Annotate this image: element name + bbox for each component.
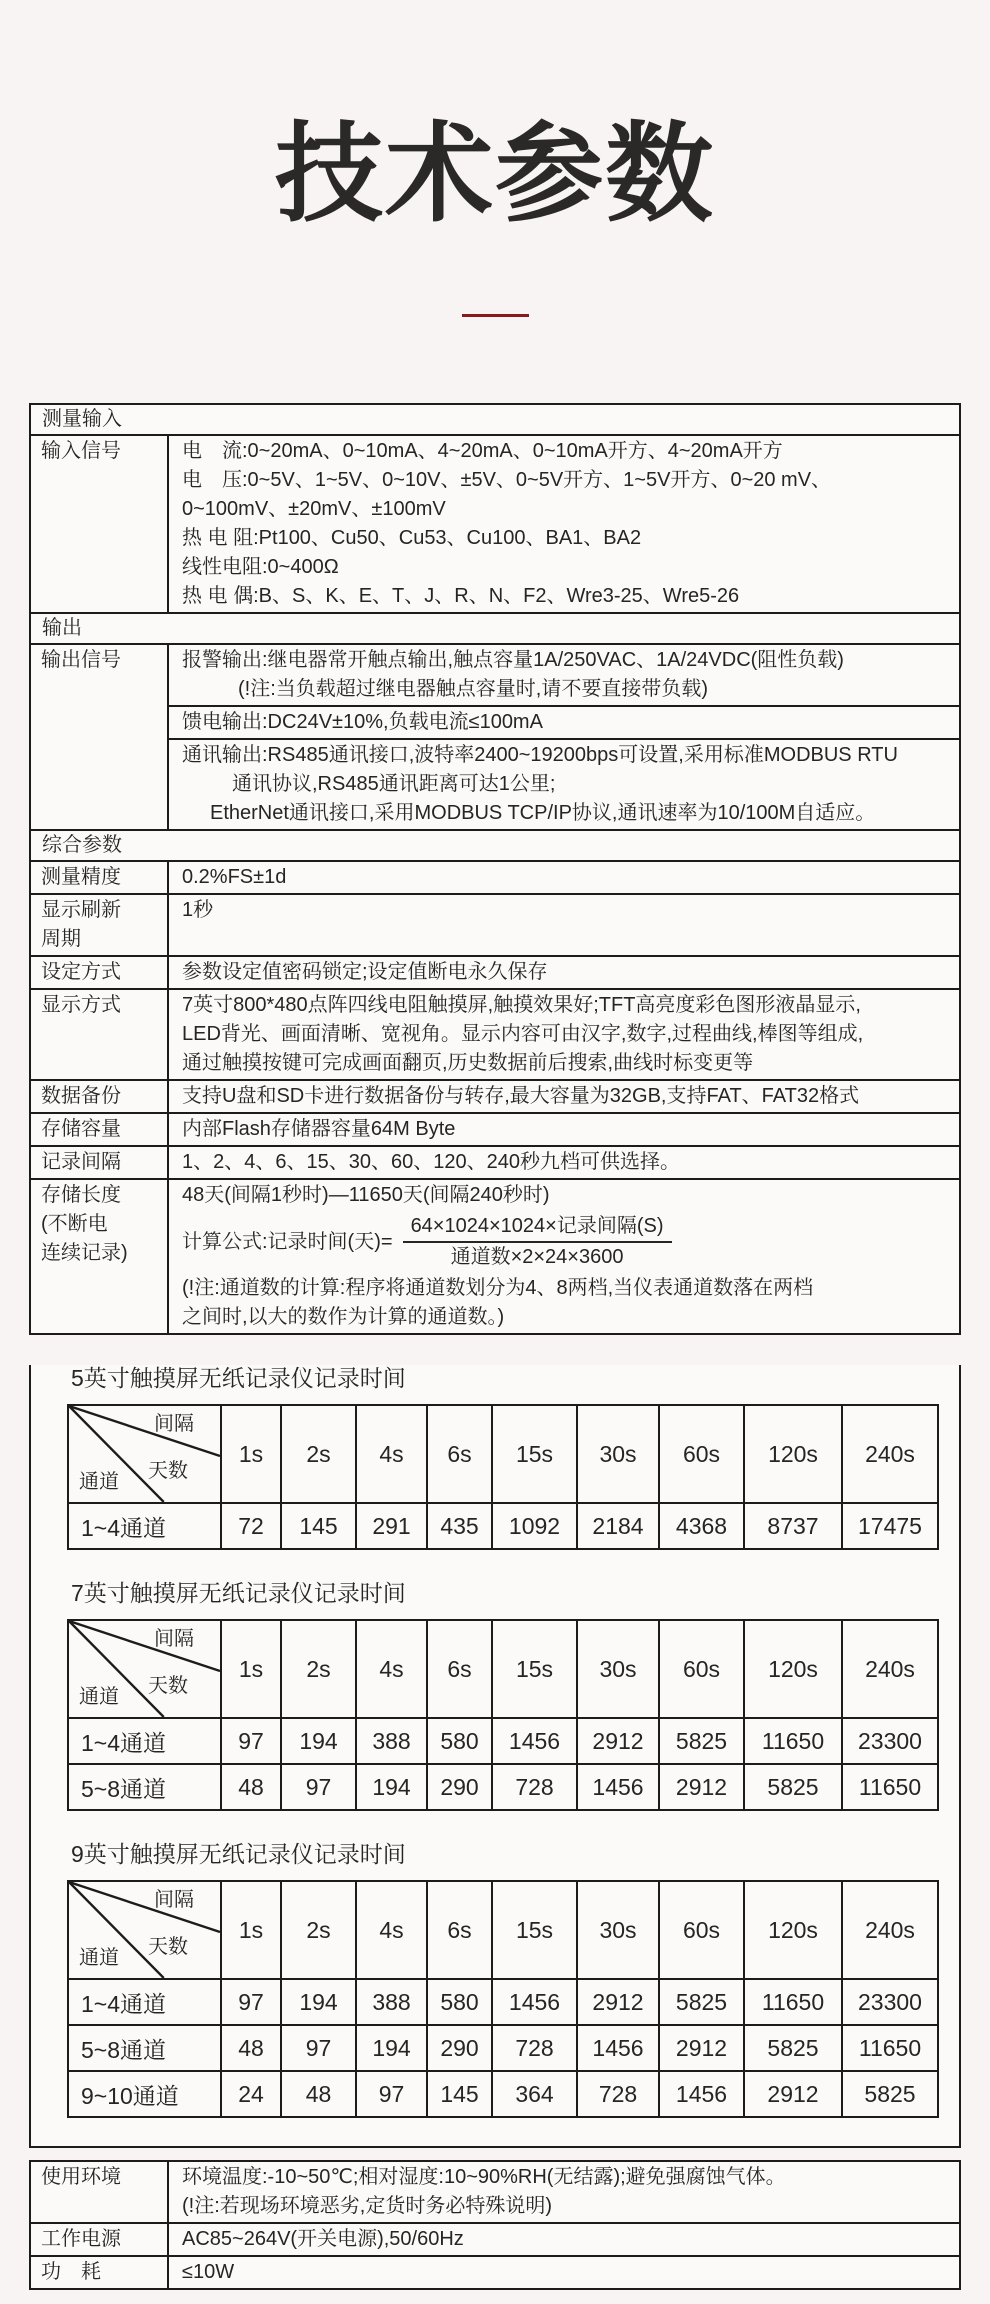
interval-header-cell: 120s [744,1881,842,1979]
spec-row-accuracy [31,862,959,895]
days-value-cell: 48 [221,2025,281,2071]
interval-header-cell: 240s [842,1620,938,1718]
row-content: ≤10W [182,2261,235,2284]
corner-label-days: 天数 [148,1936,188,1959]
storage-formula [182,1212,946,1272]
interval-header-cell: 1s [221,1881,281,1979]
subrow-feed-output [169,707,959,740]
row-label: 使用环境 [31,2162,169,2222]
row-content [169,2162,959,2222]
spec-row-setting-mode [31,957,959,990]
days-value-cell: 728 [492,2025,577,2071]
days-value-cell: 194 [281,1979,356,2025]
days-value-cell: 11650 [842,2025,938,2071]
record-table-title: 9英寸触摸屏无纸记录仪记录时间 [71,1841,406,1868]
content-line: (!注:若现场环境恶劣,定货时务必特殊说明) [182,2195,552,2218]
content-line: 馈电输出:DC24V±10%,负载电流≤100mA [182,711,543,734]
record-table-title: 5英寸触摸屏无纸记录仪记录时间 [71,1365,406,1392]
corner-label-channel: 通道 [79,1471,119,1494]
spec-row-working-power [31,2224,959,2257]
spec-row-input-signal [31,436,959,614]
interval-header-cell: 6s [427,1405,492,1503]
row-content: AC85~264V(开关电源),50/60Hz [182,2228,464,2251]
days-value-cell: 290 [427,2025,492,2071]
days-value-cell: 580 [427,1979,492,2025]
label-line: 连续记录) [41,1242,128,1265]
corner-label-days: 天数 [148,1460,188,1483]
days-value-cell: 23300 [842,1718,938,1764]
content-line: 通过触摸按键可完成画面翻页,历史数据前后搜索,曲线时标变更等 [182,1052,754,1075]
interval-header-cell: 60s [659,1405,744,1503]
channel-range-cell: 1~4通道 [68,1503,221,1549]
record-table-row [68,2071,938,2117]
days-value-cell: 97 [221,1718,281,1764]
row-label: 设定方式 [31,957,169,988]
record-table-row [68,2025,938,2071]
days-value-cell: 291 [356,1503,427,1549]
content-line: 通讯协议,RS485通讯距离可达1公里; [232,773,556,796]
content-line: 电 流:0~20mA、0~10mA、4~20mA、0~10mA开方、4~20mA开方 [182,440,783,463]
days-value-cell: 2912 [744,2071,842,2117]
title-divider-line [462,314,529,317]
spec-row-environment [31,2162,959,2224]
row-content: 0.2%FS±1d [182,866,287,889]
record-table-block [31,1841,959,2118]
content-line: 0~100mV、±20mV、±100mV [182,498,446,521]
interval-header-cell: 30s [577,1881,659,1979]
subrow-comm-output [169,740,959,829]
label-line: 存储长度 [41,1184,121,1207]
content-line: 电 压:0~5V、1~5V、0~10V、±5V、0~5V开方、1~5V开方、0~20 mV、 [182,469,832,492]
content-line: 通讯输出:RS485通讯接口,波特率2400~19200bps可设置,采用标准MODBUS RTU [182,744,898,767]
content-line: 热 电 偶:B、S、K、E、T、J、R、N、F2、Wre3-25、Wre5-26 [182,585,740,608]
interval-header-cell: 2s [281,1405,356,1503]
record-table-row [68,1718,938,1764]
spec-row-storage-capacity [31,1114,959,1147]
section-header-measure-input: 测量输入 [31,405,959,436]
record-table-header-row [68,1881,938,1979]
interval-header-cell: 4s [356,1881,427,1979]
diagonal-corner-cell [68,1405,221,1503]
record-table-block [31,1365,959,1550]
days-value-cell: 2912 [659,2025,744,2071]
formula-fraction [403,1212,672,1272]
days-value-cell: 8737 [744,1503,842,1549]
subrow-alarm-output [169,645,959,707]
record-table [67,1404,939,1550]
days-value-cell: 97 [281,2025,356,2071]
record-table [67,1619,939,1811]
days-value-cell: 145 [281,1503,356,1549]
content-line: 报警输出:继电器常开触点输出,触点容量1A/250VAC、1A/24VDC(阻性负载) [182,649,844,672]
days-value-cell: 145 [427,2071,492,2117]
interval-header-cell: 1s [221,1405,281,1503]
record-table-header-row [68,1405,938,1503]
label-line: (不断电 [41,1213,108,1236]
row-content [169,645,959,829]
days-value-cell: 5825 [842,2071,938,2117]
label-line: 显示刷新 [41,899,121,922]
diagonal-corner-cell [68,1620,221,1718]
row-content [169,990,959,1079]
record-table-block [31,1580,959,1811]
record-table-header-row [68,1620,938,1718]
days-value-cell: 194 [281,1718,356,1764]
corner-label-interval: 间隔 [154,1889,194,1912]
spec-table [29,403,961,1335]
days-value-cell: 1456 [577,2025,659,2071]
days-value-cell: 5825 [744,1764,842,1810]
content-line: (!注:通道数的计算:程序将通道数划分为4、8两档,当仪表通道数落在两档 [182,1277,814,1300]
row-label: 数据备份 [31,1081,169,1112]
days-value-cell: 11650 [744,1718,842,1764]
interval-header-cell: 240s [842,1881,938,1979]
content-line: (!注:当负载超过继电器触点容量时,请不要直接带负载) [238,678,708,701]
row-label: 输出信号 [31,645,169,829]
row-label [31,1180,169,1333]
interval-header-cell: 120s [744,1620,842,1718]
record-time-section [29,1365,961,2148]
days-value-cell: 1092 [492,1503,577,1549]
days-value-cell: 5825 [744,2025,842,2071]
interval-header-cell: 30s [577,1405,659,1503]
content-line: 线性电阻:0~400Ω [182,556,339,579]
row-label [31,895,169,955]
corner-label-channel: 通道 [79,1947,119,1970]
days-value-cell: 290 [427,1764,492,1810]
interval-header-cell: 6s [427,1881,492,1979]
row-label: 工作电源 [31,2224,169,2255]
channel-range-cell: 1~4通道 [68,1718,221,1764]
content-line: 48天(间隔1秒时)—11650天(间隔240秒时) [182,1184,550,1207]
days-value-cell: 97 [221,1979,281,2025]
days-value-cell: 435 [427,1503,492,1549]
label-line: 周期 [41,928,81,951]
interval-header-cell: 4s [356,1620,427,1718]
record-table-row [68,1503,938,1549]
interval-header-cell: 120s [744,1405,842,1503]
corner-label-interval: 间隔 [154,1413,194,1436]
formula-numerator: 64×1024×1024×记录间隔(S) [403,1212,672,1243]
spec-row-display-mode [31,990,959,1081]
interval-header-cell: 1s [221,1620,281,1718]
days-value-cell: 194 [356,2025,427,2071]
days-value-cell: 1456 [577,1764,659,1810]
row-content [169,1180,959,1333]
days-value-cell: 97 [281,1764,356,1810]
row-label: 输入信号 [31,436,169,612]
row-content: 1、2、4、6、15、30、60、120、240秒九档可供选择。 [182,1151,680,1174]
days-value-cell: 48 [221,1764,281,1810]
days-value-cell: 580 [427,1718,492,1764]
corner-label-days: 天数 [148,1675,188,1698]
channel-range-cell: 9~10通道 [68,2071,221,2117]
formula-denominator: 通道数×2×24×3600 [450,1246,624,1269]
row-content: 参数设定值密码锁定;设定值断电永久保存 [182,961,548,984]
days-value-cell: 72 [221,1503,281,1549]
row-label: 显示方式 [31,990,169,1079]
spec-row-storage-length [31,1180,959,1333]
spec-row-data-backup [31,1081,959,1114]
row-label: 记录间隔 [31,1147,169,1178]
interval-header-cell: 15s [492,1405,577,1503]
days-value-cell: 2912 [659,1764,744,1810]
row-content [169,436,959,612]
interval-header-cell: 60s [659,1881,744,1979]
content-line: 7英寸800*480点阵四线电阻触摸屏,触摸效果好;TFT高亮度彩色图形液晶显示, [182,994,861,1017]
days-value-cell: 5825 [659,1718,744,1764]
row-content: 内部Flash存储器容量64M Byte [182,1118,456,1141]
days-value-cell: 2184 [577,1503,659,1549]
days-value-cell: 364 [492,2071,577,2117]
content-line: 环境温度:-10~50℃;相对湿度:10~90%RH(无结露);避免强腐蚀气体。 [182,2166,786,2189]
interval-header-cell: 240s [842,1405,938,1503]
days-value-cell: 728 [577,2071,659,2117]
section-header-general: 综合参数 [31,831,959,862]
content-line: 之间时,以大的数作为计算的通道数。) [182,1306,505,1329]
days-value-cell: 4368 [659,1503,744,1549]
days-value-cell: 5825 [659,1979,744,2025]
corner-label-interval: 间隔 [154,1628,194,1651]
days-value-cell: 24 [221,2071,281,2117]
spec-row-power-consumption [31,2257,959,2288]
days-value-cell: 388 [356,1979,427,2025]
interval-header-cell: 6s [427,1620,492,1718]
channel-range-cell: 5~8通道 [68,2025,221,2071]
days-value-cell: 1456 [492,1979,577,2025]
interval-header-cell: 2s [281,1620,356,1718]
interval-header-cell: 15s [492,1881,577,1979]
days-value-cell: 2912 [577,1979,659,2025]
channel-range-cell: 5~8通道 [68,1764,221,1810]
record-table-row [68,1979,938,2025]
record-table-row [68,1764,938,1810]
diagonal-corner-cell [68,1881,221,1979]
record-table [67,1880,939,2118]
content-line: 热 电 阻:Pt100、Cu50、Cu53、Cu100、BA1、BA2 [182,527,642,550]
content-line: LED背光、画面清晰、宽视角。显示内容可由汉字,数字,过程曲线,棒图等组成, [182,1023,864,1046]
days-value-cell: 194 [356,1764,427,1810]
days-value-cell: 388 [356,1718,427,1764]
environment-table [29,2160,961,2290]
corner-label-channel: 通道 [79,1686,119,1709]
days-value-cell: 11650 [744,1979,842,2025]
spec-row-output-signal [31,645,959,831]
days-value-cell: 11650 [842,1764,938,1810]
page-title: 技术参数 [274,113,715,234]
interval-header-cell: 30s [577,1620,659,1718]
days-value-cell: 48 [281,2071,356,2117]
days-value-cell: 1456 [659,2071,744,2117]
spec-row-refresh-period [31,895,959,957]
section-header-output: 输出 [31,614,959,645]
days-value-cell: 2912 [577,1718,659,1764]
channel-range-cell: 1~4通道 [68,1979,221,2025]
row-label: 存储容量 [31,1114,169,1145]
interval-header-cell: 2s [281,1881,356,1979]
days-value-cell: 23300 [842,1979,938,2025]
spec-row-record-interval [31,1147,959,1180]
interval-header-cell: 60s [659,1620,744,1718]
formula-prefix: 计算公式:记录时间(天)= [182,1231,393,1254]
days-value-cell: 1456 [492,1718,577,1764]
content-line: EtherNet通讯接口,采用MODBUS TCP/IP协议,通讯速率为10/100M自适应。 [210,802,876,825]
days-value-cell: 97 [356,2071,427,2117]
interval-header-cell: 4s [356,1405,427,1503]
row-label: 功 耗 [31,2257,169,2288]
interval-header-cell: 15s [492,1620,577,1718]
days-value-cell: 17475 [842,1503,938,1549]
row-content: 1秒 [182,899,214,922]
record-table-title: 7英寸触摸屏无纸记录仪记录时间 [71,1580,406,1607]
row-content: 支持U盘和SD卡进行数据备份与转存,最大容量为32GB,支持FAT、FAT32格式 [182,1085,860,1108]
row-label: 测量精度 [31,862,169,893]
days-value-cell: 728 [492,1764,577,1810]
